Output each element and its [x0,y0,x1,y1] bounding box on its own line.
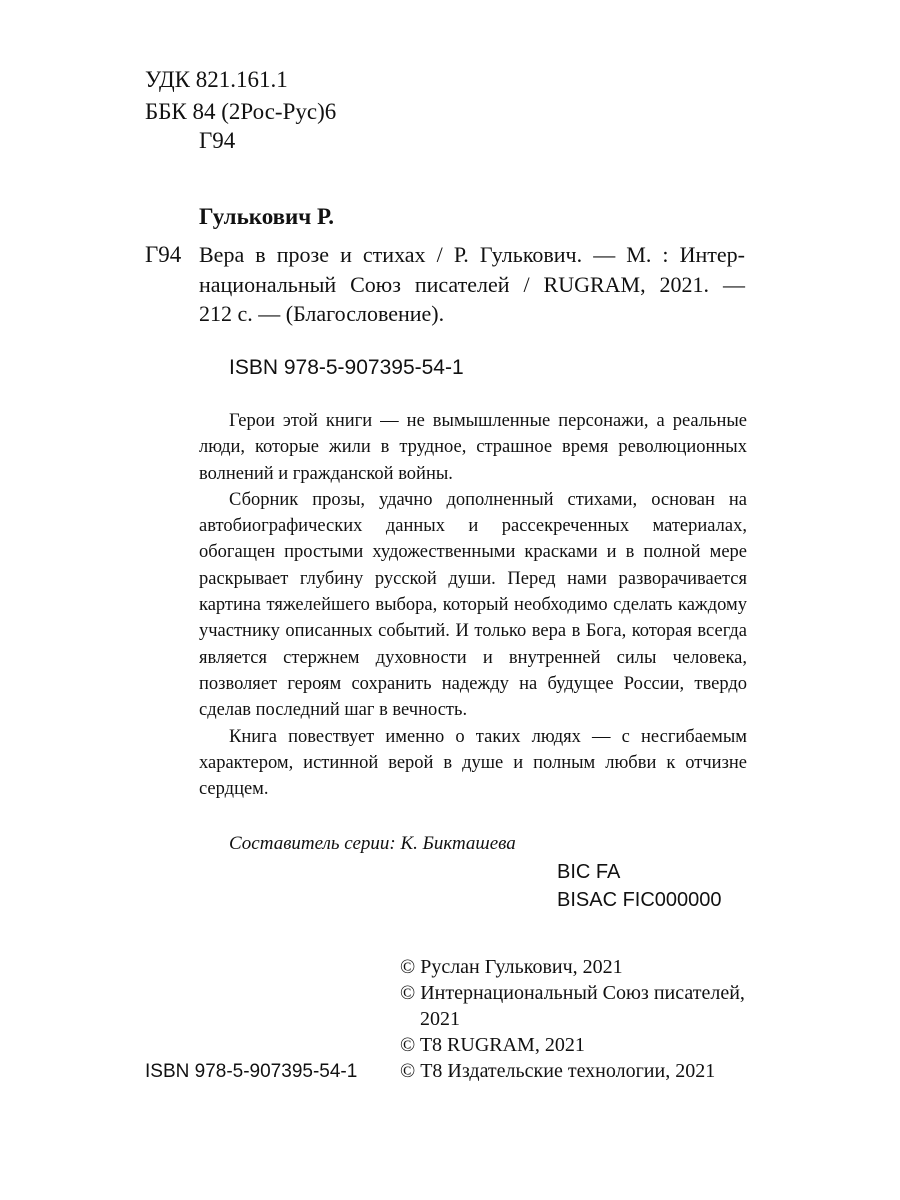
copyright-line: 2021 [420,1008,460,1030]
annotation-paragraph: Книга повествует именно о таких людях — с несгибаемым характером, истинной верой в душе и полным любви к отчизне сердцем. [199,726,747,800]
udk-code: УДК 821.161.1 [145,67,288,92]
annotation-paragraph: Сборник прозы, удачно дополненный стихами, основан на автобиографических данных и рассекреченных материалах, обогащен простыми художественными красками и в полной мере раскрывает глубину русской души. Перед нами разворачивается картина тяжелейшего выбора, который необходимо сделать каждому участнику описанных событий. И только вера в Бога, которая всегда является стержнем духовности и внутренней силы человека, позволяет героям сохранить надежду на будущее России, твердо сделав последний шаг в вечность. [199,489,747,721]
copyright-line: © T8 RUGRAM, 2021 [400,1034,585,1056]
bisac-code: BISAC FIC000000 [557,889,722,911]
bic-code: BIC FA [557,861,621,883]
record-isbn: ISBN 978-5-907395-54-1 [229,356,464,379]
description-line: национальный Союз писателей / RUGRAM, 2021. — [199,272,745,297]
author-mark: Г94 [199,128,236,153]
description-line: Вера в прозе и стихах / Р. Гулькович. — М. : Интер- [199,242,745,267]
annotation [199,408,747,802]
copyright-line: © Интернациональный Союз писателей, [400,982,745,1004]
record-author-mark: Г94 [145,242,182,267]
description-line: 212 с. — (Благословение). [199,301,445,326]
copyright-line: © Т8 Издательские технологии, 2021 [400,1060,716,1082]
bbk-code: ББК 84 (2Рос-Рус)6 [145,99,337,124]
copyright-line: © Руслан Гулькович, 2021 [400,956,623,978]
series-compiler: Составитель серии: К. Бикташева [229,833,516,854]
author-heading: Гулькович Р. [199,204,334,229]
annotation-paragraph: Герои этой книги — не вымышленные персонажи, а реальные люди, которые жили в трудное, страшное время революционных волнений и гражданской войны. [199,411,747,484]
footer-isbn: ISBN 978-5-907395-54-1 [145,1061,358,1082]
